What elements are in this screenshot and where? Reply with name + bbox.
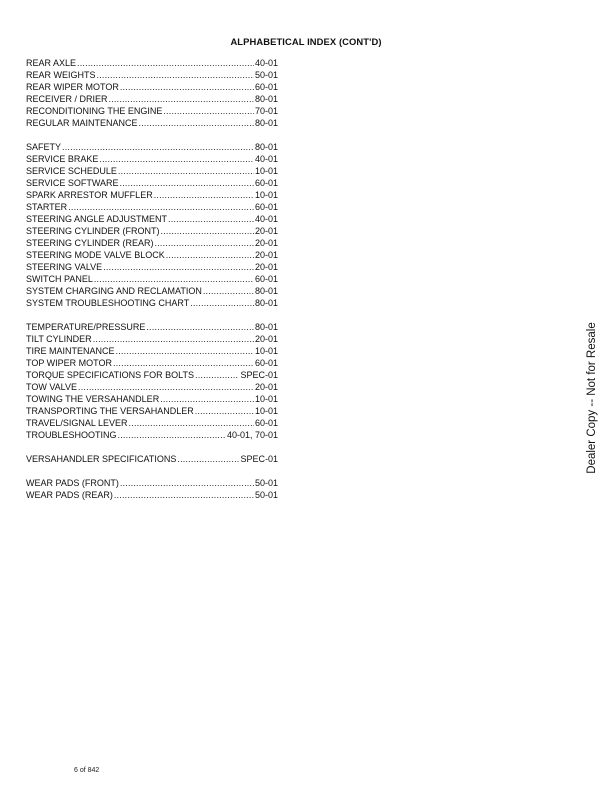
dot-leader <box>190 297 254 309</box>
dot-leader <box>166 249 254 261</box>
index-entry <box>26 393 278 405</box>
dot-leader <box>120 477 254 489</box>
dot-leader <box>163 105 254 117</box>
index-page-ref: 40-01 <box>254 58 278 68</box>
dot-leader <box>160 393 254 405</box>
index-entry <box>26 177 278 189</box>
dot-leader <box>109 93 254 105</box>
index-entry <box>26 357 278 369</box>
index-entry <box>26 237 278 249</box>
index-page-ref: 10-01 <box>254 406 278 416</box>
index-entry <box>26 81 278 93</box>
index-entry <box>26 261 278 273</box>
index-entry <box>26 153 278 165</box>
index-term: TOWING THE VERSAHANDLER <box>26 394 160 404</box>
index-entry <box>26 489 278 501</box>
index-group <box>26 57 278 129</box>
dot-leader <box>68 201 254 213</box>
index-entry <box>26 201 278 213</box>
index-term: SWITCH PANEL <box>26 274 93 284</box>
index-page-ref: 20-01 <box>254 250 278 260</box>
index-term: REAR WIPER MOTOR <box>26 82 119 92</box>
index-term: WEAR PADS (FRONT) <box>26 478 119 488</box>
dot-leader <box>118 165 254 177</box>
dot-leader <box>195 369 239 381</box>
index-entry <box>26 105 278 117</box>
index-term: REAR WEIGHTS <box>26 70 96 80</box>
index-page-ref: 60-01 <box>254 274 278 284</box>
index-term: SERVICE BRAKE <box>26 154 99 164</box>
index-entry <box>26 141 278 153</box>
index-term: RECONDITIONING THE ENGINE <box>26 106 163 116</box>
index-page-ref: 20-01 <box>254 334 278 344</box>
dot-leader <box>203 285 254 297</box>
index-term: STEERING MODE VALVE BLOCK <box>26 250 165 260</box>
index-page-ref: 80-01 <box>254 142 278 152</box>
index-term: REAR AXLE <box>26 58 77 68</box>
index-entry <box>26 285 278 297</box>
dot-leader <box>195 405 254 417</box>
dot-leader <box>120 177 254 189</box>
index-page-ref: 40-01, 70-01 <box>226 430 278 440</box>
dot-leader <box>161 225 254 237</box>
index-term: TOW VALVE <box>26 382 78 392</box>
index-page-ref: 80-01 <box>254 322 278 332</box>
index-term: TORQUE SPECIFICATIONS FOR BOLTS <box>26 370 195 380</box>
dot-leader <box>93 333 254 345</box>
index-page-ref: 10-01 <box>254 166 278 176</box>
index-term: STEERING VALVE <box>26 262 103 272</box>
index-entry <box>26 189 278 201</box>
dot-leader <box>78 381 254 393</box>
index-entry <box>26 381 278 393</box>
index-page-ref: 80-01 <box>254 94 278 104</box>
dot-leader <box>103 261 254 273</box>
index-term: SPARK ARRESTOR MUFFLER <box>26 190 153 200</box>
index-term: STEERING CYLINDER (FRONT) <box>26 226 160 236</box>
index-page-ref: 50-01 <box>254 478 278 488</box>
index-entry <box>26 417 278 429</box>
dot-leader <box>113 357 254 369</box>
index-page-ref: 70-01 <box>254 106 278 116</box>
index-term: WEAR PADS (REAR) <box>26 490 113 500</box>
index-page-ref: SPEC-01 <box>240 454 278 464</box>
dot-leader <box>129 417 254 429</box>
index-page-ref: 20-01 <box>254 226 278 236</box>
index-term: STEERING ANGLE ADJUSTMENT <box>26 214 168 224</box>
dot-leader <box>114 489 254 501</box>
index-term: TROUBLESHOOTING <box>26 430 117 440</box>
index-entry <box>26 57 278 69</box>
index-entry <box>26 249 278 261</box>
index-term: TOP WIPER MOTOR <box>26 358 113 368</box>
index-page-ref: 80-01 <box>254 286 278 296</box>
index-group <box>26 453 278 465</box>
index-page-ref: 60-01 <box>254 178 278 188</box>
page-counter: 6 of 842 <box>74 767 100 774</box>
dot-leader <box>94 273 254 285</box>
index-term: SERVICE SOFTWARE <box>26 178 119 188</box>
dot-leader <box>99 153 254 165</box>
index-group <box>26 477 278 501</box>
index-page-ref: 50-01 <box>254 70 278 80</box>
index-page-ref: 10-01 <box>254 190 278 200</box>
index-term: TEMPERATURE/PRESSURE <box>26 322 146 332</box>
index-page-ref: 20-01 <box>254 382 278 392</box>
dot-leader <box>118 429 226 441</box>
dot-leader <box>177 453 239 465</box>
alphabetical-index <box>26 57 278 513</box>
index-page-ref: 10-01 <box>254 346 278 356</box>
index-entry <box>26 405 278 417</box>
dot-leader <box>62 141 254 153</box>
index-page-ref: 60-01 <box>254 358 278 368</box>
index-page-ref: 60-01 <box>254 202 278 212</box>
index-entry <box>26 165 278 177</box>
index-term: TILT CYLINDER <box>26 334 92 344</box>
index-entry <box>26 213 278 225</box>
index-term: RECEIVER / DRIER <box>26 94 108 104</box>
index-entry <box>26 453 278 465</box>
dot-leader <box>120 81 254 93</box>
dot-leader <box>77 57 254 69</box>
dot-leader <box>168 213 254 225</box>
page-title: ALPHABETICAL INDEX (CONT'D) <box>230 36 382 47</box>
index-group <box>26 141 278 309</box>
index-term: REGULAR MAINTENANCE <box>26 118 138 128</box>
index-page-ref: 40-01 <box>254 214 278 224</box>
index-entry <box>26 345 278 357</box>
index-page-ref: 40-01 <box>254 154 278 164</box>
index-term: TIRE MAINTENANCE <box>26 346 115 356</box>
dot-leader <box>139 117 254 129</box>
index-entry <box>26 369 278 381</box>
index-page-ref: SPEC-01 <box>240 370 278 380</box>
index-page-ref: 80-01 <box>254 118 278 128</box>
index-page-ref: 20-01 <box>254 238 278 248</box>
index-term: TRANSPORTING THE VERSAHANDLER <box>26 406 194 416</box>
index-term: SYSTEM CHARGING AND RECLAMATION <box>26 286 202 296</box>
index-page-ref: 80-01 <box>254 298 278 308</box>
dot-leader <box>116 345 254 357</box>
index-entry <box>26 69 278 81</box>
index-entry <box>26 321 278 333</box>
dot-leader <box>97 69 254 81</box>
index-entry <box>26 117 278 129</box>
index-entry <box>26 273 278 285</box>
dealer-copy-watermark: Dealer Copy -- Not for Resale <box>586 322 598 474</box>
dot-leader <box>154 189 254 201</box>
index-entry <box>26 477 278 489</box>
index-term: SYSTEM TROUBLESHOOTING CHART <box>26 298 190 308</box>
index-term: SERVICE SCHEDULE <box>26 166 117 176</box>
index-term: STARTER <box>26 202 68 212</box>
index-term: TRAVEL/SIGNAL LEVER <box>26 418 128 428</box>
index-term: STEERING CYLINDER (REAR) <box>26 238 154 248</box>
index-page-ref: 50-01 <box>254 490 278 500</box>
index-entry <box>26 333 278 345</box>
dot-leader <box>155 237 254 249</box>
index-group <box>26 321 278 441</box>
index-entry <box>26 297 278 309</box>
index-term: VERSAHANDLER SPECIFICATIONS <box>26 454 177 464</box>
index-page-ref: 10-01 <box>254 394 278 404</box>
dot-leader <box>146 321 254 333</box>
index-page-ref: 60-01 <box>254 418 278 428</box>
index-entry <box>26 93 278 105</box>
index-page-ref: 20-01 <box>254 262 278 272</box>
index-term: SAFETY <box>26 142 62 152</box>
index-entry <box>26 225 278 237</box>
index-page-ref: 60-01 <box>254 82 278 92</box>
index-entry <box>26 429 278 441</box>
